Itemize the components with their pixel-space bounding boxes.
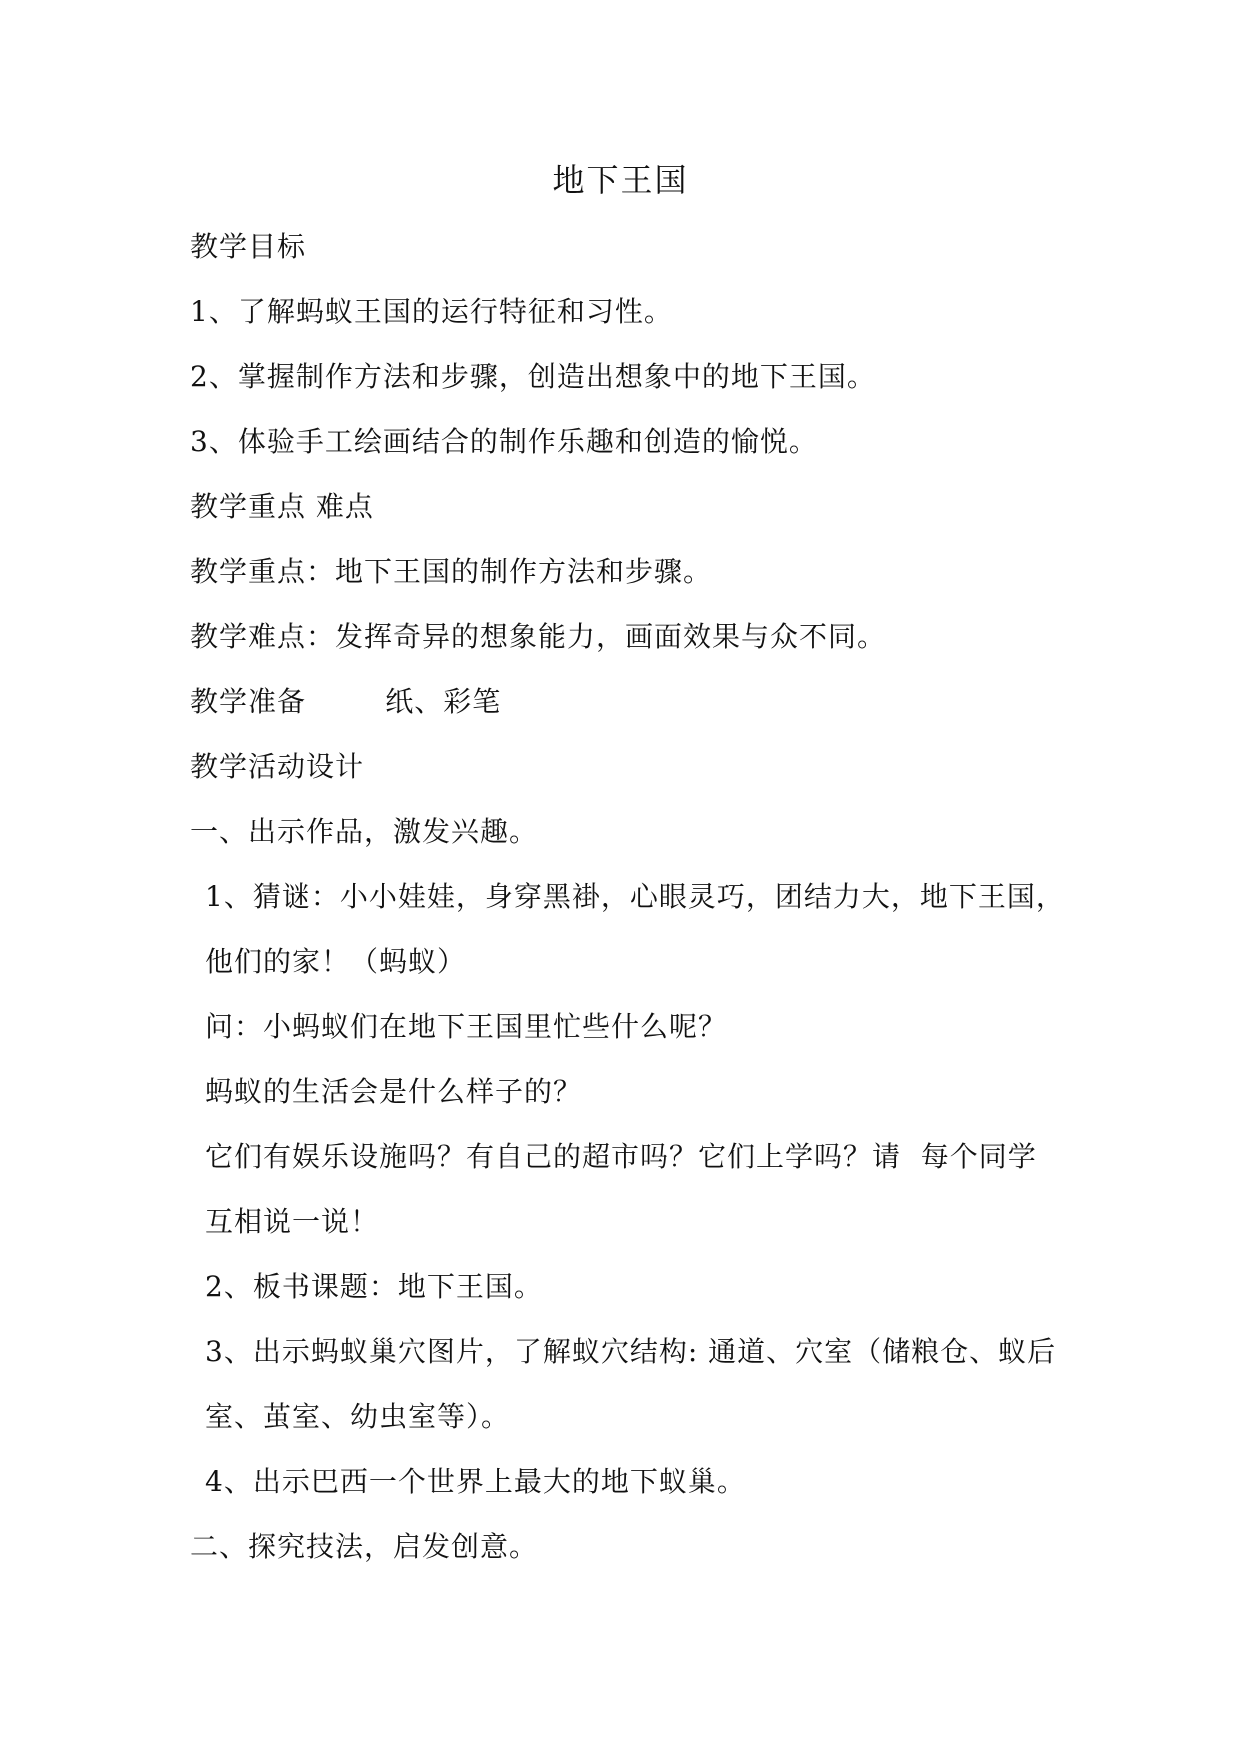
board-title-line: 2、板书课题：地下王国。: [205, 1270, 543, 1303]
question-line-1: 问：小蚂蚁们在地下王国里忙些什么呢？: [205, 1010, 728, 1043]
document-title: 地下王国: [552, 161, 689, 199]
objective-item-3: 3、体验手工绘画结合的制作乐趣和创造的愉悦。: [190, 425, 818, 458]
difficult-point-text: 教学难点：发挥奇异的想象能力，画面效果与众不同。: [190, 620, 887, 653]
preparation-text: 教学准备 纸、彩笔: [190, 685, 502, 718]
objective-item-2: 2、掌握制作方法和步骤，创造出想象中的地下王国。: [190, 360, 876, 393]
riddle-line-2: 他们的家！（蚂蚁）: [205, 945, 467, 978]
brazil-nest-line: 4、出示巴西一个世界上最大的地下蚁巢。: [205, 1465, 746, 1498]
nest-structure-line-1: 3、出示蚂蚁巢穴图片，了解蚁穴结构: 通道、穴室（储粮仓、蚁后: [205, 1335, 1057, 1368]
nest-structure-line-2: 室、茧室、幼虫室等）。: [205, 1400, 511, 1433]
riddle-line-1: 1、猜谜：小小娃娃，身穿黑褂，心眼灵巧，团结力大，地下王国，: [205, 880, 1065, 913]
question-line-2: 蚂蚁的生活会是什么样子的？: [205, 1075, 583, 1108]
step-heading-1: 一、出示作品，激发兴趣。: [190, 815, 539, 848]
question-line-4: 互相说一说！: [205, 1205, 380, 1238]
section-heading-objectives: 教学目标: [190, 230, 307, 263]
key-point-text: 教学重点：地下王国的制作方法和步骤。: [190, 555, 713, 588]
section-heading-activity-design: 教学活动设计: [190, 750, 365, 783]
objective-item-1: 1、了解蚂蚁王国的运行特征和习性。: [190, 295, 673, 328]
step-heading-2: 二、探究技法，启发创意。: [190, 1530, 539, 1563]
question-line-3: 它们有娱乐设施吗？有自己的超市吗？它们上学吗？请 每个同学: [205, 1140, 1037, 1173]
section-heading-key-points: 教学重点 难点: [190, 490, 374, 523]
